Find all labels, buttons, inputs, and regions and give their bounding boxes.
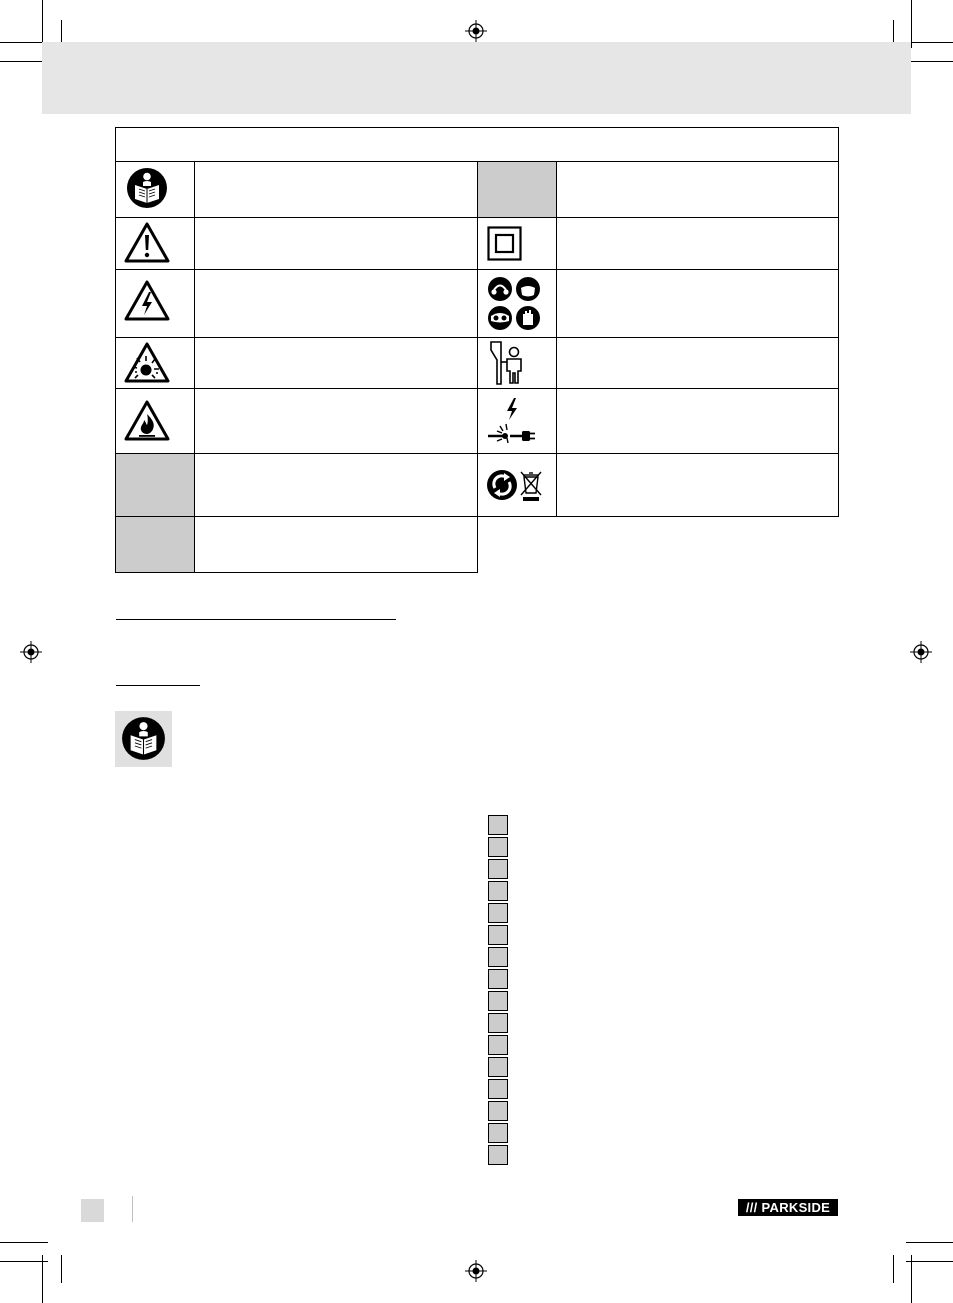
table-border [838,127,839,517]
part-number-box [488,1035,508,1055]
fire-warning-icon [124,400,170,442]
explosion-warning-icon [124,342,170,384]
table-border [477,161,478,573]
crop-mark [911,0,912,48]
part-number-box [488,1057,508,1077]
parkside-logo: /// PARKSIDE [738,1199,838,1216]
table-border [194,161,195,573]
table-border [556,161,557,517]
crop-mark [42,0,43,48]
part-number-box [488,1123,508,1143]
protective-equipment-icon [487,276,542,332]
crop-mark [906,61,953,62]
crop-mark [906,42,953,43]
part-number-box [488,1145,508,1165]
part-number-box [488,881,508,901]
crop-mark [0,42,48,43]
table-border [115,127,839,128]
part-number-box [488,859,508,879]
protection-class-ii-icon [487,226,522,261]
part-number-box [488,1101,508,1121]
section-heading-underline [116,619,396,620]
crop-mark [61,1255,62,1283]
table-cell-empty [478,161,556,217]
footer-divider [132,1196,133,1222]
part-number-box [488,903,508,923]
warning-triangle-icon [124,222,170,264]
keep-children-away-icon [489,340,527,385]
crop-mark [911,1255,912,1303]
table-border [115,127,116,573]
crop-mark [906,1242,953,1243]
table-cell-empty [116,516,194,572]
part-number-box [488,1013,508,1033]
crop-mark [906,1261,953,1262]
crop-mark [42,1255,43,1303]
recycling-disposal-icon [486,468,544,502]
registration-mark-icon [20,641,42,663]
part-number-box [488,1079,508,1099]
registration-mark-icon [465,1260,487,1282]
crop-mark [0,1261,48,1262]
part-number-box [488,969,508,989]
part-number-box [488,947,508,967]
crop-mark [0,61,48,62]
crop-mark [0,1242,48,1243]
crop-mark [893,1255,894,1283]
part-number-box [488,837,508,857]
section-heading-underline [116,685,200,686]
part-number-box [488,991,508,1011]
page-number [81,1199,104,1222]
electric-shock-warning-icon [124,280,170,322]
table-border [115,572,478,573]
part-number-box [488,925,508,945]
read-manual-icon [126,167,168,209]
registration-mark-icon [910,641,932,663]
header-band [42,42,911,114]
damaged-cable-icon [486,396,538,446]
part-number-box [488,815,508,835]
read-manual-icon [121,716,166,761]
table-cell-empty [116,453,194,516]
manual-notice-box [115,711,172,767]
registration-mark-icon [465,20,487,42]
